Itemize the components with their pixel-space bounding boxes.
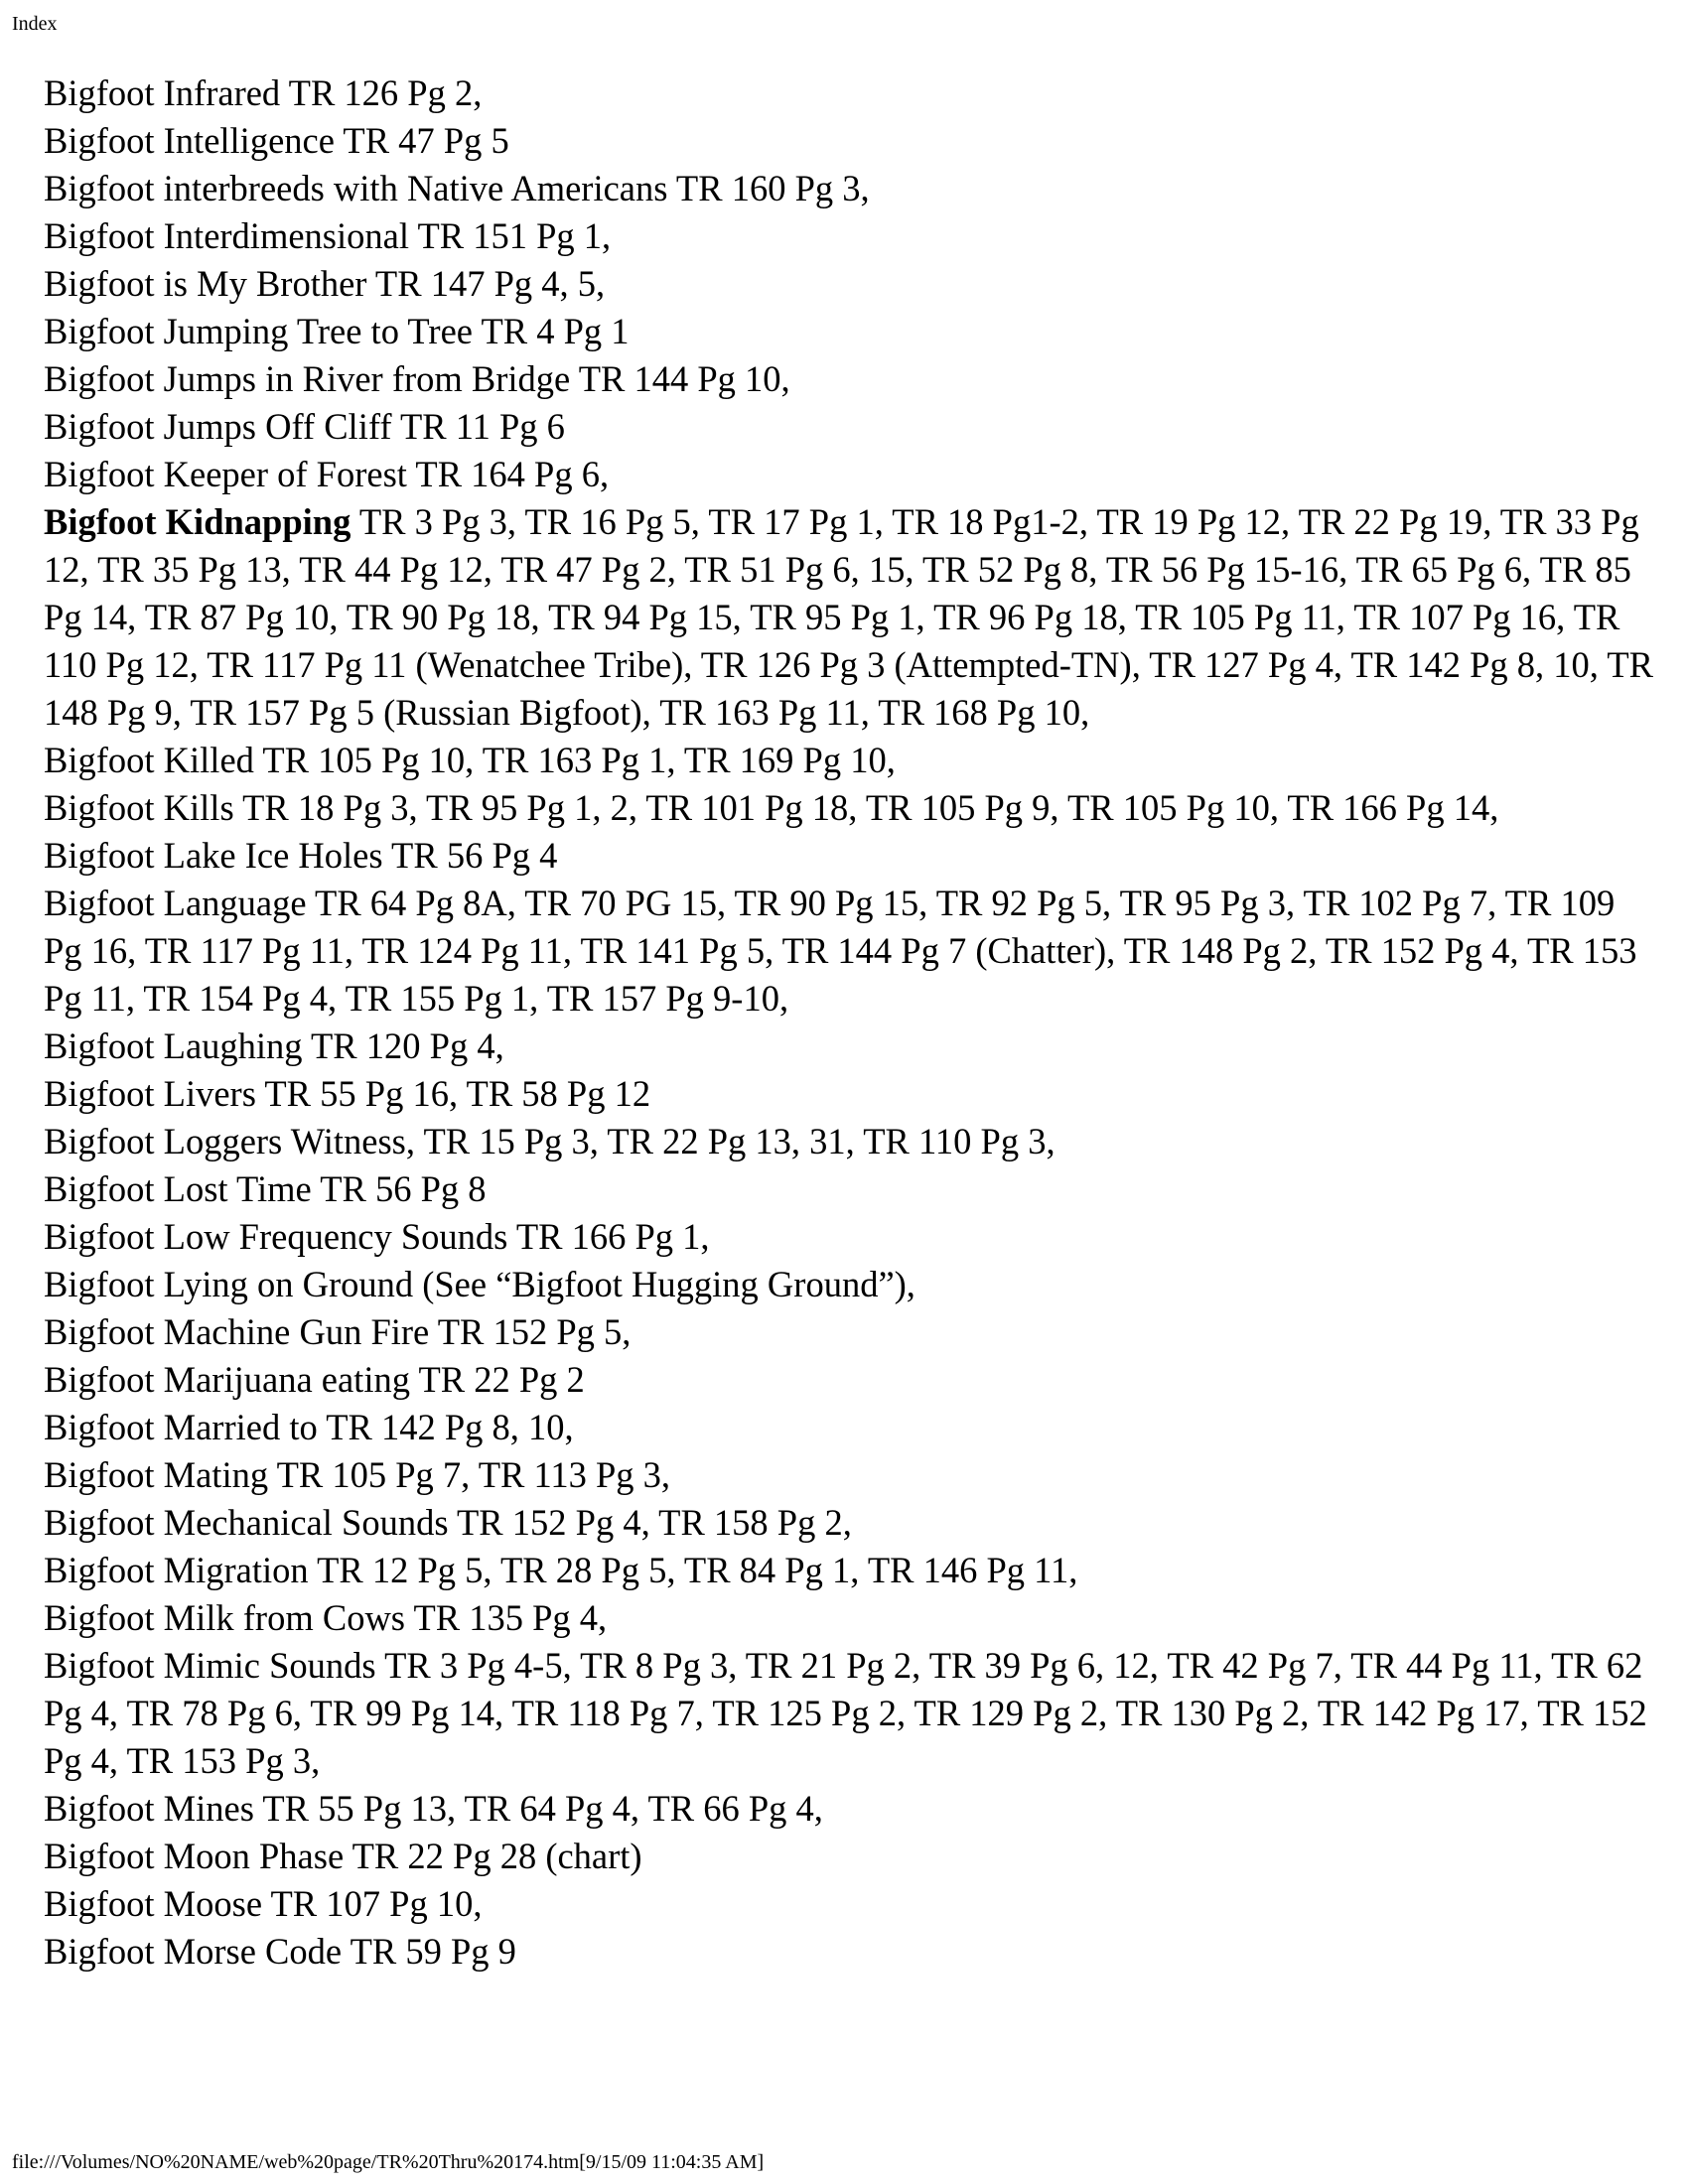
index-entry <box>44 1213 1657 1261</box>
index-refs: TR 126 Pg 2, <box>288 72 483 113</box>
index-term: Bigfoot Livers <box>44 1073 256 1114</box>
index-refs: TR 105 Pg 7, TR 113 Pg 3, <box>276 1454 671 1495</box>
index-entry <box>44 1118 1657 1165</box>
index-entry <box>44 1642 1657 1785</box>
index-refs: TR 120 Pg 4, <box>311 1025 504 1066</box>
index-term: Bigfoot Marijuana eating <box>44 1359 410 1400</box>
index-refs: TR 147 Pg 4, 5, <box>374 263 606 304</box>
index-entry <box>44 1880 1657 1928</box>
index-term: Bigfoot Interdimensional <box>44 215 409 256</box>
index-term: Bigfoot is My Brother <box>44 263 367 304</box>
index-refs: TR 166 Pg 1, <box>515 1216 710 1257</box>
index-entry <box>44 451 1657 498</box>
index-term: Bigfoot Mines <box>44 1788 254 1829</box>
index-entry <box>44 737 1657 784</box>
index-term: Bigfoot Machine Gun Fire <box>44 1311 430 1352</box>
index-refs: TR 144 Pg 10, <box>578 358 790 399</box>
index-term: Bigfoot Mechanical Sounds <box>44 1502 449 1543</box>
index-refs: TR 56 Pg 4 <box>391 835 558 876</box>
index-term: Bigfoot Infrared <box>44 72 281 113</box>
index-term: Bigfoot Moon Phase <box>44 1836 345 1876</box>
index-entry <box>44 212 1657 260</box>
index-entry <box>44 880 1657 1023</box>
index-entry <box>44 117 1657 165</box>
index-refs: TR 3 Pg 4-5, TR 8 Pg 3, TR 21 Pg 2, TR 39 Pg 6, 12, TR 42 Pg 7, TR 44 Pg 11, TR 62 Pg 4, TR 78 Pg 6, TR 99 Pg 14, TR 118 Pg 7, TR 125 Pg 2, TR 129 Pg 2, TR 130 Pg 2, TR 142 Pg 17, TR 152 Pg 4, TR 153 Pg 3, <box>44 1645 1647 1781</box>
index-term: Bigfoot Mating <box>44 1454 269 1495</box>
index-term-bold: Bigfoot Kidnapping <box>44 501 352 542</box>
index-refs: (See “Bigfoot Hugging Ground”), <box>422 1264 915 1304</box>
index-refs: TR 64 Pg 8A, TR 70 PG 15, TR 90 Pg 15, TR 92 Pg 5, TR 95 Pg 3, TR 102 Pg 7, TR 109 Pg 16, TR 117 Pg 11, TR 124 Pg 11, TR 141 Pg 5, TR 144 Pg 7 (Chatter), TR 148 Pg 2, TR 152 Pg 4, TR 153 Pg 11, TR 154 Pg 4, TR 155 Pg 1, TR 157 Pg 9-10, <box>44 883 1637 1019</box>
page-footer-source: file:///Volumes/NO%20NAME/web%20page/TR%20Thru%20174.htm[9/15/09 11:04:35 AM] <box>12 2151 765 2173</box>
index-term: Bigfoot Moose <box>44 1883 263 1924</box>
index-refs: TR 22 Pg 28 (chart) <box>352 1836 642 1876</box>
index-entry <box>44 784 1657 832</box>
index-refs: TR 164 Pg 6, <box>415 454 610 494</box>
index-entry <box>44 403 1657 451</box>
index-refs: TR 56 Pg 8 <box>320 1168 487 1209</box>
index-entry <box>44 308 1657 355</box>
index-term: Bigfoot Jumps Off Cliff <box>44 406 392 447</box>
index-entry <box>44 1547 1657 1594</box>
index-term: Bigfoot Intelligence <box>44 120 335 161</box>
index-entries <box>44 69 1657 1976</box>
index-entry <box>44 1308 1657 1356</box>
index-term: Bigfoot Married to <box>44 1407 318 1447</box>
index-entry <box>44 1785 1657 1833</box>
index-term: Bigfoot Morse Code <box>44 1931 343 1972</box>
index-entry <box>44 1070 1657 1118</box>
index-term: Bigfoot Keeper of Forest <box>44 454 407 494</box>
index-refs: TR 47 Pg 5 <box>343 120 509 161</box>
index-refs: TR 107 Pg 10, <box>270 1883 483 1924</box>
index-refs: TR 152 Pg 5, <box>437 1311 632 1352</box>
index-refs: TR 151 Pg 1, <box>417 215 612 256</box>
index-entry <box>44 1261 1657 1308</box>
index-entry <box>44 832 1657 880</box>
index-entry <box>44 1356 1657 1404</box>
index-refs: TR 4 Pg 1 <box>481 311 630 351</box>
index-refs: TR 55 Pg 16, TR 58 Pg 12 <box>264 1073 651 1114</box>
index-entry <box>44 165 1657 212</box>
index-term: Bigfoot Lost Time <box>44 1168 312 1209</box>
index-entry <box>44 498 1657 737</box>
index-refs: TR 55 Pg 13, TR 64 Pg 4, TR 66 Pg 4, <box>262 1788 823 1829</box>
index-entry <box>44 1404 1657 1451</box>
index-refs: TR 11 Pg 6 <box>399 406 565 447</box>
index-term: Bigfoot Laughing <box>44 1025 303 1066</box>
index-term: Bigfoot Migration <box>44 1550 309 1590</box>
index-term: Bigfoot Lake Ice Holes <box>44 835 383 876</box>
index-refs: TR 105 Pg 10, TR 163 Pg 1, TR 169 Pg 10, <box>262 740 896 780</box>
index-term: Bigfoot Killed <box>44 740 254 780</box>
index-entry <box>44 355 1657 403</box>
index-refs: TR 3 Pg 3, TR 16 Pg 5, TR 17 Pg 1, TR 18 Pg1-2, TR 19 Pg 12, TR 22 Pg 19, TR 33 Pg 12, TR 35 Pg 13, TR 44 Pg 12, TR 47 Pg 2, TR 51 Pg 6, 15, TR 52 Pg 8, TR 56 Pg 15-16, TR 65 Pg 6, TR 85 Pg 14, TR 87 Pg 10, TR 90 Pg 18, TR 94 Pg 15, TR 95 Pg 1, TR 96 Pg 18, TR 105 Pg 11, TR 107 Pg 16, TR 110 Pg 12, TR 117 Pg 11 (Wenatchee Tribe), TR 126 Pg 3 (Attempted-TN), TR 127 Pg 4, TR 142 Pg 8, 10, TR 148 Pg 9, TR 157 Pg 5 (Russian Bigfoot), TR 163 Pg 11, TR 168 Pg 10, <box>44 501 1653 733</box>
index-refs: TR 152 Pg 4, TR 158 Pg 2, <box>457 1502 852 1543</box>
index-entry <box>44 1165 1657 1213</box>
index-entry <box>44 1023 1657 1070</box>
index-entry <box>44 260 1657 308</box>
index-refs: TR 15 Pg 3, TR 22 Pg 13, 31, TR 110 Pg 3, <box>423 1121 1055 1161</box>
index-term: Bigfoot Mimic Sounds <box>44 1645 376 1686</box>
index-refs: TR 22 Pg 2 <box>418 1359 585 1400</box>
index-term: Bigfoot Language <box>44 883 307 923</box>
index-entry <box>44 1928 1657 1976</box>
page-header-title: Index <box>12 13 58 35</box>
index-term: Bigfoot Low Frequency Sounds <box>44 1216 508 1257</box>
index-refs: TR 59 Pg 9 <box>350 1931 516 1972</box>
index-term: Bigfoot interbreeds with Native Americans <box>44 168 668 208</box>
index-refs: TR 142 Pg 8, 10, <box>326 1407 574 1447</box>
index-refs: TR 135 Pg 4, <box>413 1597 608 1638</box>
index-entry <box>44 1451 1657 1499</box>
index-term: Bigfoot Lying on Ground <box>44 1264 414 1304</box>
index-refs: TR 18 Pg 3, TR 95 Pg 1, 2, TR 101 Pg 18, TR 105 Pg 9, TR 105 Pg 10, TR 166 Pg 14, <box>242 787 1499 828</box>
index-entry <box>44 1594 1657 1642</box>
index-term: Bigfoot Kills <box>44 787 234 828</box>
index-entry <box>44 1833 1657 1880</box>
index-term: Bigfoot Jumps in River from Bridge <box>44 358 571 399</box>
index-refs: TR 160 Pg 3, <box>675 168 870 208</box>
index-entry <box>44 1499 1657 1547</box>
index-refs: TR 12 Pg 5, TR 28 Pg 5, TR 84 Pg 1, TR 146 Pg 11, <box>317 1550 1078 1590</box>
index-entry <box>44 69 1657 117</box>
index-term: Bigfoot Jumping Tree to Tree <box>44 311 473 351</box>
index-term: Bigfoot Loggers Witness, <box>44 1121 415 1161</box>
index-term: Bigfoot Milk from Cows <box>44 1597 406 1638</box>
